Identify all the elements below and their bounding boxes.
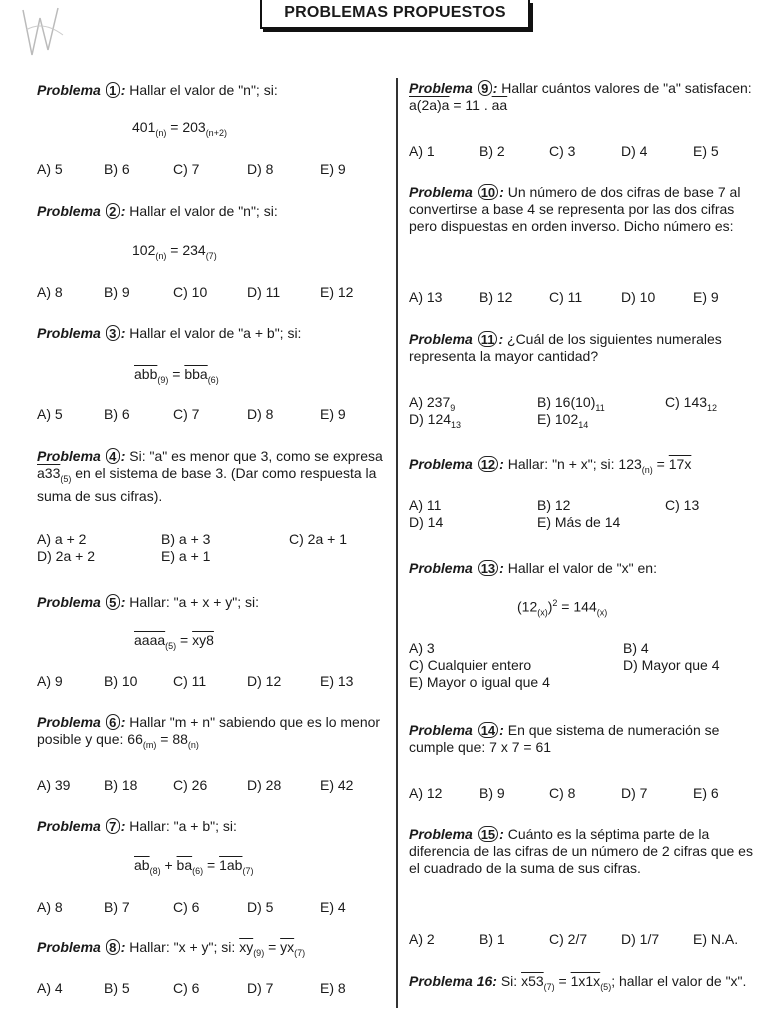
problem-label: Problema (37, 82, 101, 98)
option[interactable]: E) 12 (320, 284, 354, 300)
problem-text: En que sistema de numeración se cumple que: 7 x 7 = 61 (409, 722, 720, 755)
problem-label: Problema (37, 939, 101, 955)
problem-text: hallar el valor de "x". (618, 973, 747, 989)
option[interactable]: D) 7 (247, 980, 274, 996)
problem-label: Problema 16: (409, 973, 497, 989)
option[interactable]: D) 10 (621, 289, 656, 305)
option[interactable]: A) 13 (409, 289, 443, 305)
problem-number-badge: 5 (106, 594, 120, 610)
option[interactable]: D) 5 (247, 899, 274, 915)
option[interactable]: E) N.A. (693, 931, 739, 947)
option[interactable]: B) 9 (104, 284, 130, 300)
option[interactable]: E) a + 1 (161, 548, 211, 564)
option[interactable]: C) 26 (173, 777, 208, 793)
problem-15: Problema 15 : Cuánto es la séptima parte de la diferencia de las cifras de un número de 2 cifras que es el cuadrado de la suma de sus cifras. (409, 826, 753, 876)
problem-text: Hallar: "x + y"; si: (129, 939, 236, 955)
option[interactable]: A) 39 (37, 777, 71, 793)
option[interactable]: B) 4 (623, 640, 649, 656)
option[interactable]: C) 2/7 (549, 931, 588, 947)
problem-label: Problema (409, 826, 473, 842)
option[interactable]: D) 4 (621, 143, 648, 159)
option[interactable]: A) $237_9$ (409, 394, 456, 413)
option[interactable]: C) 10 (173, 284, 208, 300)
problem-text: ¿Cuál de los siguientes numerales representa la mayor cantidad? (409, 331, 722, 364)
option[interactable]: C) 7 (173, 406, 200, 422)
problem-text: Cuánto es la séptima parte de la diferencia de las cifras de un número de 2 cifras que es el cuadrado de la suma de sus cifras. (409, 826, 753, 876)
option[interactable]: B) 6 (104, 406, 130, 422)
problem-text: Si: (500, 973, 518, 989)
problem-14: Problema 14 : En que sistema de numeración se cumple que: 7 x 7 = 61 (409, 722, 720, 755)
problem-16: Problema 16: Si: $x53_{(7)} = 1x1x_{(5)}$; hallar el valor de "x". (409, 973, 747, 992)
problem-text: Hallar: "a + x + y"; si: (129, 594, 260, 610)
option[interactable]: E) 9 (320, 406, 346, 422)
option[interactable]: B) 6 (104, 161, 130, 177)
option[interactable]: E) Más de 14 (537, 514, 621, 530)
problem-label: Problema (409, 184, 473, 200)
problem-number-badge: 7 (106, 818, 120, 834)
equation: $(12_{(x)})^2 = 144_{(x)}$ (517, 598, 608, 618)
problem-number-badge: 9 (478, 80, 492, 96)
problem-text: Hallar: "n + x"; si: (507, 456, 615, 472)
option[interactable]: C) 13 (665, 497, 700, 513)
problem-number-badge: 3 (106, 325, 120, 341)
option[interactable]: E) 6 (693, 785, 719, 801)
option[interactable]: B) 7 (104, 899, 130, 915)
problem-label: Problema (409, 456, 473, 472)
option[interactable]: A) 11 (409, 497, 442, 513)
option[interactable]: B) a + 3 (161, 531, 211, 547)
option[interactable]: B) 1 (479, 931, 505, 947)
option[interactable]: B) 2 (479, 143, 505, 159)
problem-4: Problema 4 : Si: "a" es menor que 3, como se expresa $a33_{(5)}$ en el sistema de base 3. (Dar como respuesta la suma de sus cifras). (37, 448, 383, 504)
option[interactable]: B) 18 (104, 777, 138, 793)
option[interactable]: C) 6 (173, 899, 200, 915)
problem-number-badge: 4 (106, 448, 120, 464)
option[interactable]: C) 8 (549, 785, 576, 801)
option[interactable]: D) 12 (247, 673, 282, 689)
option[interactable]: E) 42 (320, 777, 354, 793)
option[interactable]: C) $143_{12}$ (665, 394, 718, 413)
problem-text: Hallar el valor de "n"; si: (129, 82, 278, 98)
problem-13: Problema 13 : Hallar el valor de "x" en: (409, 560, 657, 576)
problem-text: Hallar "m + n" sabiendo que es lo menor posible y que: (37, 714, 381, 747)
option[interactable]: E) 4 (320, 899, 346, 915)
option[interactable]: C) 6 (173, 980, 200, 996)
option[interactable]: C) 2a + 1 (289, 531, 347, 547)
option[interactable]: D) Mayor que 4 (623, 657, 720, 673)
problem-9: Problema 9 : Hallar cuántos valores de "a" satisfacen: a(2a)a = 11 . $\overline{aa}$ (409, 80, 752, 113)
problem-number-badge: 8 (106, 939, 120, 955)
problem-3: Problema 3 : Hallar el valor de "a + b"; si: (37, 325, 302, 341)
problem-label: Problema (37, 714, 101, 730)
problem-7: Problema 7 : Hallar: "a + b"; si: (37, 818, 237, 834)
problem-number-badge: 10 (478, 184, 498, 200)
option[interactable]: E) Mayor o igual que 4 (409, 674, 550, 690)
problem-text: Hallar el valor de "n"; si: (129, 203, 278, 219)
option[interactable]: B) $16(10)_{11}$ (537, 394, 605, 413)
problem-label: Problema (409, 560, 473, 576)
problem-8: Problema 8 : Hallar: "x + y"; si: $\overline{xy}_{(9)} = \overline{yx}_{(7)}$ (37, 939, 306, 958)
problem-number-badge: 14 (478, 722, 498, 738)
problem-2: Problema 2 : Hallar el valor de "n"; si: (37, 203, 278, 219)
option[interactable]: A) 2 (409, 931, 435, 947)
problem-text: en el sistema de base 3. (Dar como respuesta la suma de sus cifras). (37, 465, 377, 504)
option[interactable]: D) 11 (247, 284, 281, 300)
option[interactable]: D) 2a + 2 (37, 548, 95, 564)
option[interactable]: E) 5 (693, 143, 719, 159)
option[interactable]: D) $124_{13}$ (409, 411, 462, 430)
problem-label: Problema (409, 331, 473, 347)
option[interactable]: E) 9 (693, 289, 719, 305)
option[interactable]: A) 12 (409, 785, 443, 801)
option[interactable]: C) 7 (173, 161, 200, 177)
option[interactable]: A) 3 (409, 640, 435, 656)
problem-number-badge: 15 (478, 826, 498, 842)
handwritten-scribble (18, 0, 68, 60)
option[interactable]: B) 9 (479, 785, 505, 801)
option[interactable]: D) 7 (621, 785, 648, 801)
option[interactable]: A) 4 (37, 980, 63, 996)
problem-text: Hallar: "a + b"; si: (129, 818, 237, 834)
problem-text: Si: "a" es menor que 3, como se expresa (129, 448, 383, 464)
option[interactable]: D) 1/7 (621, 931, 660, 947)
equation: $\overline{ab}_{(8)} + \overline{ba}_{(6)} = 1ab_{(7)}$ (134, 857, 254, 876)
problem-number-badge: 13 (478, 560, 498, 576)
problem-text: Hallar el valor de "a + b"; si: (129, 325, 302, 341)
numeral: a33 (37, 465, 61, 481)
option[interactable]: D) 8 (247, 406, 274, 422)
option[interactable]: A) 1 (409, 143, 435, 159)
problem-label: Problema (37, 325, 101, 341)
problem-5: Problema 5 : Hallar: "a + x + y"; si: (37, 594, 260, 610)
option[interactable]: A) 5 (37, 406, 63, 422)
option[interactable]: A) 9 (37, 673, 63, 689)
column-divider (396, 78, 398, 1008)
problem-number-badge: 11 (478, 331, 498, 347)
option[interactable]: E) $102_{14}$ (537, 411, 589, 430)
option[interactable]: B) 10 (104, 673, 138, 689)
option[interactable]: A) 5 (37, 161, 63, 177)
problem-label: Problema (37, 818, 101, 834)
problem-10: Problema 10 : Un número de dos cifras de base 7 al convertirse a base 4 se representa por las dos cifras pero dispuestas en orden inverso. Dicho número es: (409, 184, 741, 234)
option[interactable]: C) 3 (549, 143, 576, 159)
option[interactable]: B) 12 (537, 497, 571, 513)
problem-12: Problema 12 : Hallar: "n + x"; si: $123_{(n)} = 17x$ (409, 456, 692, 475)
option[interactable]: B) 5 (104, 980, 130, 996)
option[interactable]: E) 13 (320, 673, 354, 689)
equation: aaaa$_{(5)}$ = xy8 (134, 632, 214, 651)
problem-number-badge: 12 (478, 456, 498, 472)
problem-label: Problema (37, 594, 101, 610)
problem-label: Problema (37, 203, 101, 219)
option[interactable]: C) 11 (173, 673, 207, 689)
page-title: PROBLEMAS PROPUESTOS (260, 0, 530, 29)
equation: $102_{(n)} = 234_{(7)}$ (132, 242, 217, 261)
option[interactable]: D) 8 (247, 161, 274, 177)
option[interactable]: A) 8 (37, 899, 63, 915)
option[interactable]: D) 14 (409, 514, 444, 530)
problem-label: Problema (409, 722, 473, 738)
equation: $401_{(n)} = 203_{(n+2)}$ (132, 119, 227, 138)
problem-1: Problema 1 : Hallar el valor de "n"; si: (37, 82, 278, 98)
problem-number-badge: 1 (106, 82, 120, 98)
problem-11: Problema 11 : ¿Cuál de los siguientes numerales representa la mayor cantidad? (409, 331, 722, 364)
option[interactable]: A) a + 2 (37, 531, 87, 547)
problem-text: Hallar el valor de "x" en: (507, 560, 657, 576)
option[interactable]: C) 11 (549, 289, 583, 305)
option[interactable]: B) 12 (479, 289, 513, 305)
equation: $\overline{abb}_{(9)} = \overline{bba}_{(6)}$ (134, 366, 219, 385)
option[interactable]: A) 8 (37, 284, 63, 300)
option[interactable]: E) 8 (320, 980, 346, 996)
option[interactable]: E) 9 (320, 161, 346, 177)
option[interactable]: C) Cualquier entero (409, 657, 532, 673)
problem-label: Problema (37, 448, 101, 464)
problem-text: Hallar cuántos valores de "a" satisfacen: (501, 80, 752, 96)
problem-text: Un número de dos cifras de base 7 al convertirse a base 4 se representa por las dos cifras pero dispuestas en orden inverso. Dicho número es: (409, 184, 741, 234)
option[interactable]: D) 28 (247, 777, 282, 793)
problem-label: Problema (409, 80, 473, 96)
problem-6: Problema 6 : Hallar "m + n" sabiendo que es lo menor posible y que: $66_{(m)} = 88_{(n)}$ (37, 714, 381, 750)
problem-number-badge: 2 (106, 203, 120, 219)
problem-number-badge: 6 (106, 714, 120, 730)
